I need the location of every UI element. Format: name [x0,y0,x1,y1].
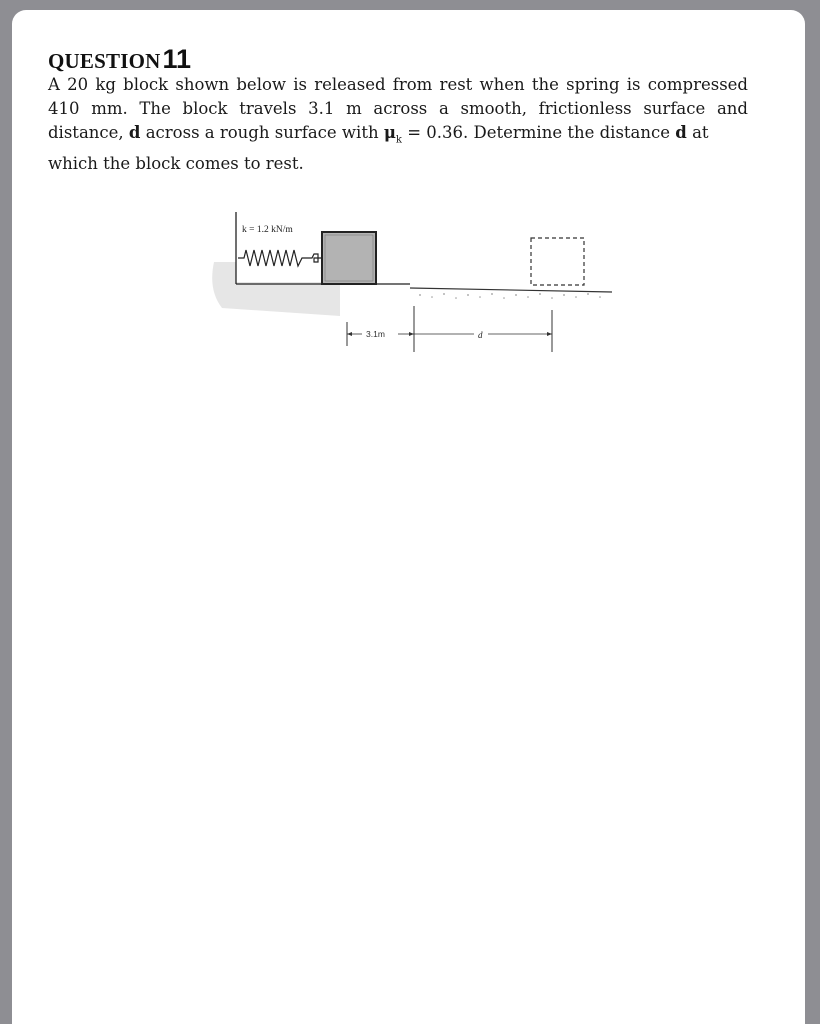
question-line-2: 410 mm. The block travels 3.1 m across a smooth, frictionless surface and [48,99,748,118]
block [322,232,376,284]
distance-symbol: d [128,123,141,142]
mu-symbol: μ [383,123,396,142]
smooth-distance-label: 3.1m [366,329,385,339]
rough-surface-texture [419,293,601,299]
rough-floor [410,288,612,292]
dim-arrow-right [547,332,552,336]
distance-symbol-2: d [675,123,687,142]
rough-distance-label: d [478,330,483,340]
dim-arrow-middle [409,332,414,336]
mu-subscript: k [395,134,402,146]
spring [238,250,322,266]
spring-constant-label: k = 1.2 kN/m [242,225,293,235]
block-final-position [531,238,584,285]
question-line-4: which the block comes to rest. [48,154,304,174]
line3-text-b: across a rough surface with [140,123,384,142]
line3-text-c: = 0.36. Determine the distance [401,123,676,142]
question-number: 11 [162,44,192,74]
question-line-1: A 20 kg block shown below is released from rest when the spring is compressed [48,75,748,94]
question-label: QUESTION [48,49,161,73]
line3-text-a: distance, [48,123,129,142]
ground-shading [212,262,340,316]
line3-text-e: at [686,123,709,142]
dim-arrow-left [347,332,352,336]
